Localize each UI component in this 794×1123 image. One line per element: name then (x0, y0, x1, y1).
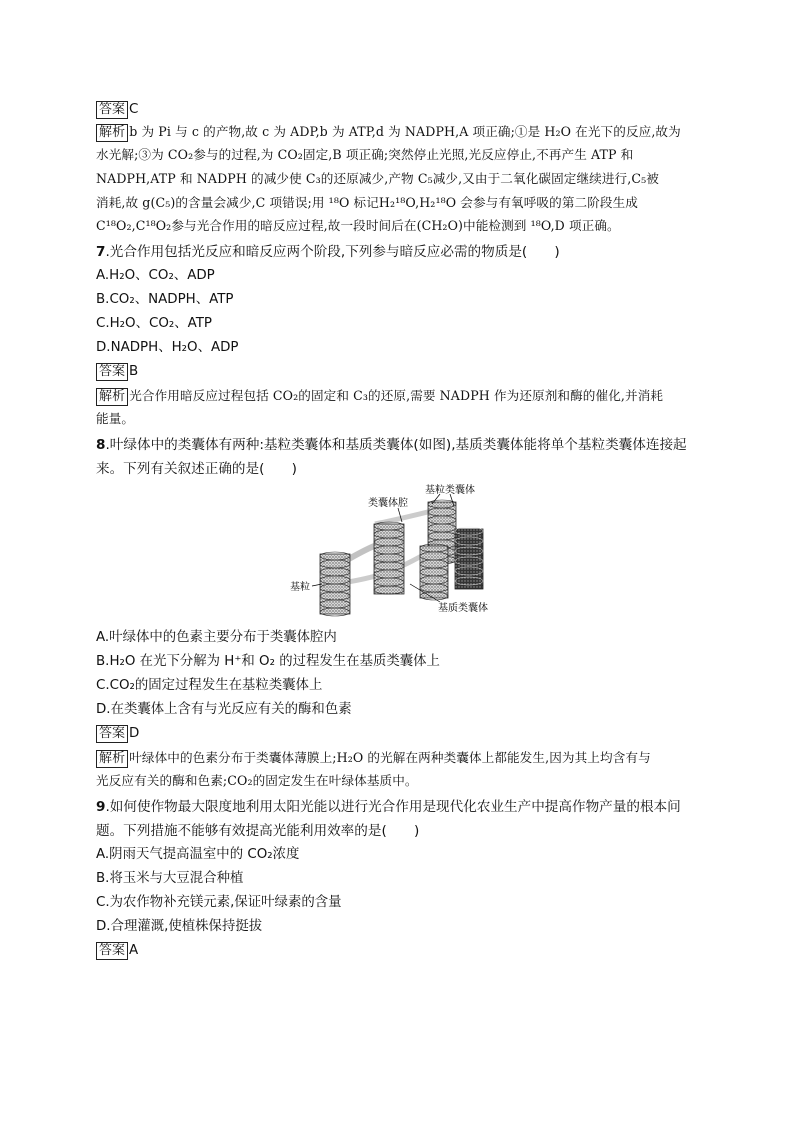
q6-answer-row (96, 100, 138, 120)
q7-option-c: C.H₂O、CO₂、ATP (96, 316, 212, 331)
q8-answer-row (96, 724, 139, 744)
q8-analysis-line-2: 光反应有关的酶和色素;CO₂的固定发生在叶绿体基质中。 (96, 773, 418, 788)
q7-option-b: B.CO₂、NADPH、ATP (96, 292, 234, 307)
q7-stem: 7.光合作用包括光反应和暗反应两个阶段,下列参与暗反应必需的物质是( ) (96, 244, 560, 260)
q8-option-c: C.CO₂的固定过程发生在基粒类囊体上 (96, 678, 323, 693)
q6-analysis-line-5: C¹⁸O₂,C¹⁸O₂参与光合作用的暗反应过程,故一段时间后在(CH₂O)中能检测到 ¹⁸O,D 项正确。 (96, 218, 620, 233)
q9-option-b: B.将玉米与大豆混合种植 (96, 871, 244, 886)
q8-answer: D (129, 726, 140, 741)
answer-tag: 答案 (96, 725, 128, 743)
q7-option-d: D.NADPH、H₂O、ADP (96, 340, 239, 355)
granum-stack-right (455, 527, 483, 589)
q6-analysis-line-2: 水光解;③为 CO₂参与的过程,为 CO₂固定,B 项正确;突然停止光照,光反应停止,不再产生 ATP 和 (96, 147, 634, 162)
q8-stem-line-2: 来。下列有关叙述正确的是( ) (96, 461, 297, 477)
label-lumen: 类囊体腔 (368, 498, 408, 509)
q7-analysis-line-2: 能量。 (96, 411, 135, 426)
analysis-tag: 解析 (96, 124, 128, 142)
q8-stem-line-1: 8.叶绿体中的类囊体有两种:基粒类囊体和基质类囊体(如图),基质类囊体能将单个基粒类囊体连接起 (96, 437, 687, 453)
q8-option-b: B.H₂O 在光下分解为 H⁺和 O₂ 的过程发生在基质类囊体上 (96, 654, 440, 669)
answer-tag: 答案 (96, 942, 128, 960)
q9-stem-line-2: 题。下列措施不能够有效提高光能利用效率的是( ) (96, 823, 420, 839)
granum-stack-middle (374, 522, 404, 594)
q6-analysis-line-3: NADPH,ATP 和 NADPH 的减少使 C₃的还原减少,产物 C₅减少,又由于二氧化碳固定继续进行,C₅被 (96, 171, 659, 186)
q9-option-a: A.阴雨天气提高温室中的 CO₂浓度 (96, 847, 300, 862)
q8-analysis-line-1: 解析 叶绿体中的色素分布于类囊体薄膜上;H₂O 的光解在两种类囊体上都能发生,因为其上均含有与 (96, 748, 651, 768)
q9-option-c: C.为农作物补充镁元素,保证叶绿素的含量 (96, 895, 342, 910)
q7-analysis-line-1: 解析 光合作用暗反应过程包括 CO₂的固定和 C₃的还原,需要 NADPH 作为还原剂和酶的催化,并消耗 (96, 386, 663, 406)
q7-answer: B (129, 364, 139, 379)
analysis-tag: 解析 (96, 750, 128, 768)
q8-option-d: D.在类囊体上含有与光反应有关的酶和色素 (96, 702, 352, 717)
label-granum: 基粒 (290, 582, 310, 593)
q6-answer: C (129, 102, 139, 117)
q9-stem-line-1: 9.如何使作物最大限度地利用太阳光能以进行光合作用是现代化农业生产中提高作物产量的根本问 (96, 799, 681, 815)
granum-stack-front (420, 544, 448, 600)
granum-stack-left (320, 552, 350, 616)
q7-option-a: A.H₂O、CO₂、ADP (96, 268, 215, 283)
q9-option-d: D.合理灌溉,使植株保持挺拔 (96, 919, 263, 934)
q7-answer-row (96, 362, 138, 382)
q9-answer-row (96, 941, 138, 961)
analysis-tag: 解析 (96, 388, 128, 406)
label-stroma-thylakoid: 基质类囊体 (438, 603, 488, 614)
q9-answer: A (129, 943, 139, 958)
q6-analysis-line-4: 消耗,故 g(C₅)的含量会减少,C 项错误;用 ¹⁸O 标记H₂¹⁸O,H₂¹⁸O 会参与有氧呼吸的第二阶段生成 (96, 195, 638, 210)
answer-tag: 答案 (96, 363, 128, 381)
q6-analysis-line-1: 解析 b 为 Pi 与 c 的产物,故 c 为 ADP,b 为 ATP,d 为 NADPH,A 项正确;①是 H₂O 在光下的反应,故为 (96, 122, 681, 142)
q8-option-a: A.叶绿体中的色素主要分布于类囊体腔内 (96, 630, 337, 645)
thylakoid-diagram (290, 484, 490, 619)
label-granum-thylakoid: 基粒类囊体 (425, 485, 475, 496)
answer-tag: 答案 (96, 101, 128, 119)
